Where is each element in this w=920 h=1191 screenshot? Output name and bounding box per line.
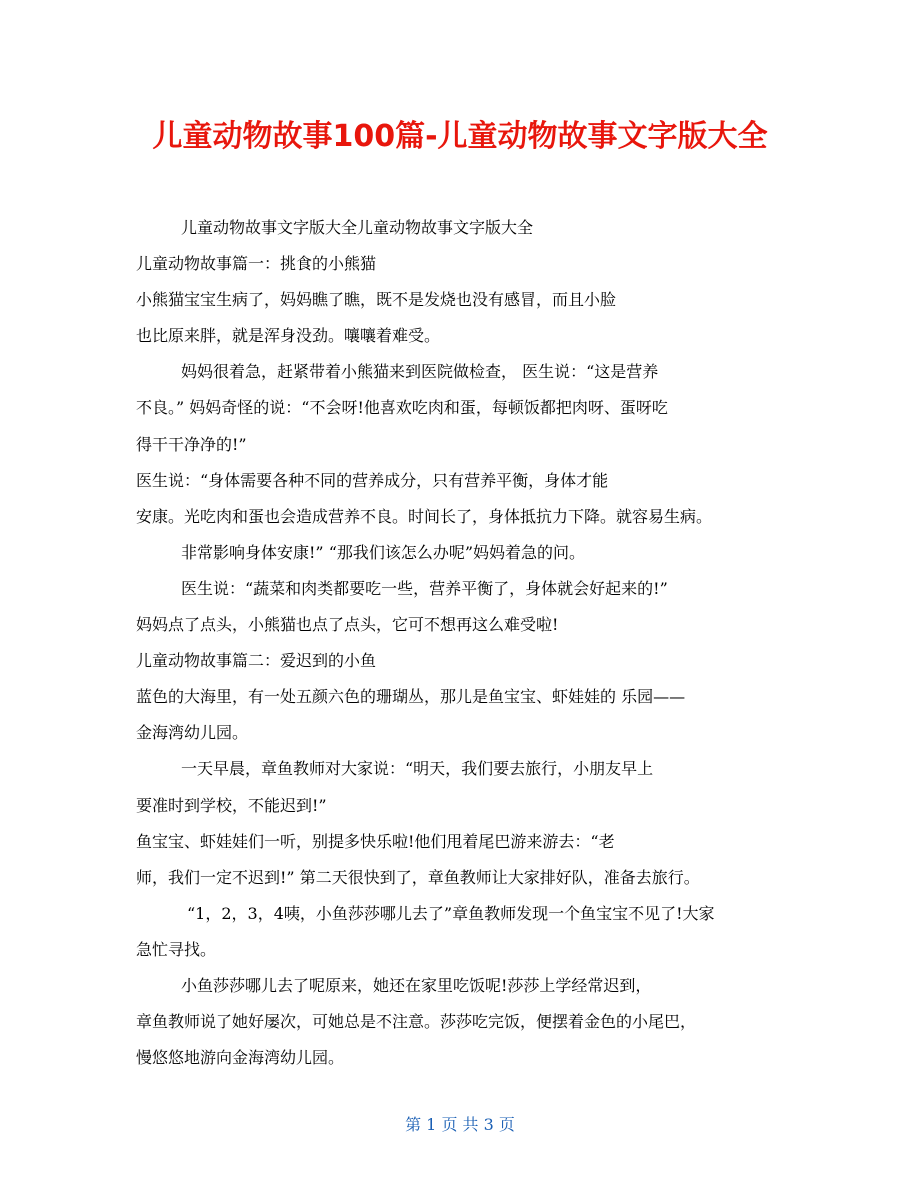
- body-line: 慢悠悠地游向金海湾幼儿园。: [136, 1048, 345, 1068]
- body-line: 金海湾幼儿园。: [136, 723, 249, 743]
- body-line: 得干干净净的!”: [136, 434, 247, 454]
- section-heading: 儿童动物故事篇一：挑食的小熊猫: [136, 254, 377, 274]
- body-line: 妈妈点了点头，小熊猫也点了点头，它可不想再这么难受啦!: [136, 615, 559, 635]
- body-line: 妈妈很着急，赶紧带着小熊猫来到医院做检查， 医生说：“这是营养: [181, 362, 659, 382]
- body-line: 要准时到学校，不能迟到!”: [136, 795, 327, 815]
- body-line: 章鱼教师说了她好屡次，可她总是不注意。莎莎吃完饭，便摆着金色的小尾巴，: [136, 1012, 697, 1032]
- body-line: “1，2，3，4咦，小鱼莎莎哪儿去了”章鱼教师发现一个鱼宝宝不见了!大家: [187, 903, 715, 923]
- body-line: 也比原来胖，就是浑身没劲。嚷嚷着难受。: [136, 326, 441, 346]
- body-line: 安康。光吃肉和蛋也会造成营养不良。时间长了，身体抵抗力下降。就容易生病。: [136, 506, 713, 526]
- page-number-footer: 第 1 页 共 3 页: [405, 1115, 515, 1134]
- document-body: [136, 210, 796, 1076]
- document-title: 儿童动物故事100篇-儿童动物故事文字版大全: [152, 119, 768, 154]
- body-line: 蓝色的大海里，有一处五颜六色的珊瑚丛，那儿是鱼宝宝、虾娃娃的 乐园——: [136, 687, 686, 707]
- body-line: 小鱼莎莎哪儿去了呢原来，她还在家里吃饭呢!莎莎上学经常迟到，: [181, 975, 652, 995]
- body-line: 鱼宝宝、虾娃娃们一听，别提多快乐啦!他们甩着尾巴游来游去：“老: [136, 831, 615, 851]
- body-line: 一天早晨，章鱼教师对大家说：“明天，我们要去旅行，小朋友早上: [181, 759, 654, 779]
- body-line: 小熊猫宝宝生病了，妈妈瞧了瞧，既不是发烧也没有感冒，而且小脸: [136, 290, 617, 310]
- body-line: 师，我们一定不迟到!” 第二天很快到了，章鱼教师让大家排好队，准备去旅行。: [136, 867, 700, 887]
- body-line: 医生说：“身体需要各种不同的营养成分，只有营养平衡，身体才能: [136, 470, 609, 490]
- body-line: 急忙寻找。: [136, 939, 217, 959]
- body-line: 儿童动物故事文字版大全儿童动物故事文字版大全: [181, 218, 534, 237]
- body-line: 非常影响身体安康!” “那我们该怎么办呢”妈妈着急的问。: [181, 542, 586, 562]
- body-line: 不良。” 妈妈奇怪的说：“不会呀!他喜欢吃肉和蛋，每顿饭都把肉呀、蛋呀吃: [136, 398, 668, 418]
- body-line: 医生说：“蔬菜和肉类都要吃一些，营养平衡了，身体就会好起来的!”: [181, 578, 668, 598]
- section-heading: 儿童动物故事篇二：爱迟到的小鱼: [136, 651, 377, 671]
